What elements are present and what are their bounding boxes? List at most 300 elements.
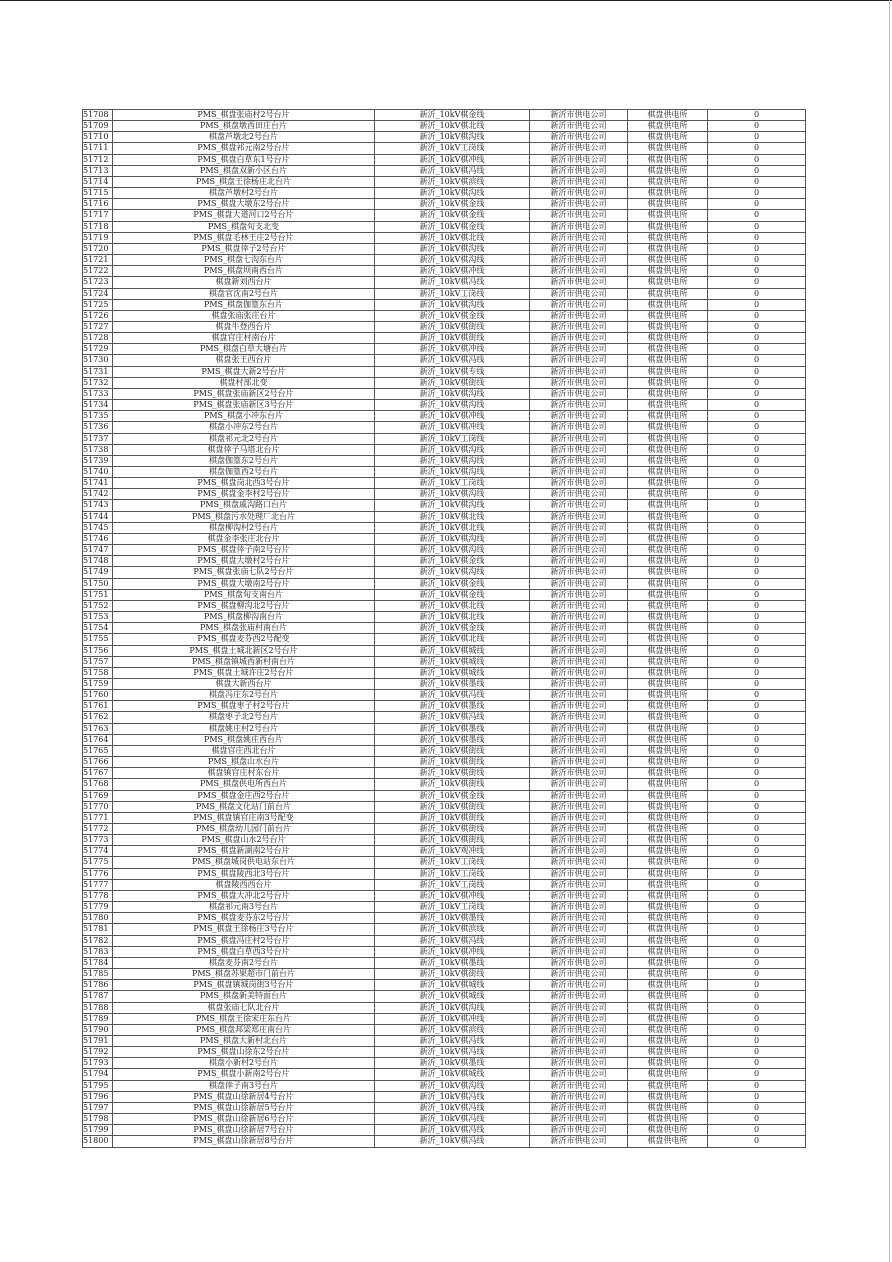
transformer-name-cell: PMS_棋盘山水2号台片 bbox=[113, 835, 375, 846]
company-cell: 新沂市供电公司 bbox=[530, 835, 628, 846]
value-cell: 0 bbox=[708, 243, 806, 254]
value-cell: 0 bbox=[708, 366, 806, 377]
row-number-cell: 51783 bbox=[83, 946, 113, 957]
row-number-cell: 51735 bbox=[83, 411, 113, 422]
feeder-line-cell: 新沂_10kV棋沟线 bbox=[375, 1002, 530, 1013]
station-cell: 棋盘供电所 bbox=[628, 199, 708, 210]
table-row bbox=[83, 511, 806, 522]
table-row bbox=[83, 578, 806, 589]
station-cell: 棋盘供电所 bbox=[628, 266, 708, 277]
value-cell: 0 bbox=[708, 422, 806, 433]
value-cell: 0 bbox=[708, 578, 806, 589]
value-cell: 0 bbox=[708, 344, 806, 355]
company-cell: 新沂市供电公司 bbox=[530, 1102, 628, 1113]
transformer-name-cell: PMS_棋盘戚沟路口台片 bbox=[113, 500, 375, 511]
row-number-cell: 51791 bbox=[83, 1035, 113, 1046]
station-cell: 棋盘供电所 bbox=[628, 701, 708, 712]
table-row bbox=[83, 500, 806, 511]
feeder-line-cell: 新沂_10kV棋冲线 bbox=[375, 344, 530, 355]
station-cell: 棋盘供电所 bbox=[628, 210, 708, 221]
value-cell: 0 bbox=[708, 176, 806, 187]
table-row bbox=[83, 433, 806, 444]
station-cell: 棋盘供电所 bbox=[628, 121, 708, 132]
station-cell: 棋盘供电所 bbox=[628, 1080, 708, 1091]
station-cell: 棋盘供电所 bbox=[628, 232, 708, 243]
station-cell: 棋盘供电所 bbox=[628, 444, 708, 455]
station-cell: 棋盘供电所 bbox=[628, 567, 708, 578]
station-cell: 棋盘供电所 bbox=[628, 165, 708, 176]
company-cell: 新沂市供电公司 bbox=[530, 556, 628, 567]
feeder-line-cell: 新沂_10kV棋金线 bbox=[375, 221, 530, 232]
transformer-name-cell: PMS_棋盘张庙村2号台片 bbox=[113, 110, 375, 121]
value-cell: 0 bbox=[708, 701, 806, 712]
station-cell: 棋盘供电所 bbox=[628, 902, 708, 913]
transformer-name-cell: PMS_棋盘王徐宋庄东台片 bbox=[113, 1013, 375, 1024]
row-number-cell: 51743 bbox=[83, 500, 113, 511]
value-cell: 0 bbox=[708, 232, 806, 243]
transformer-name-cell: PMS_棋盘旬支南台片 bbox=[113, 589, 375, 600]
transformer-name-cell: 棋盘倖子马塔北台片 bbox=[113, 444, 375, 455]
table-row bbox=[83, 1091, 806, 1102]
value-cell: 0 bbox=[708, 310, 806, 321]
company-cell: 新沂市供电公司 bbox=[530, 400, 628, 411]
transformer-name-cell: 棋盘官庄村南台片 bbox=[113, 333, 375, 344]
value-cell: 0 bbox=[708, 612, 806, 623]
company-cell: 新沂市供电公司 bbox=[530, 946, 628, 957]
row-number-cell: 51775 bbox=[83, 857, 113, 868]
value-cell: 0 bbox=[708, 768, 806, 779]
company-cell: 新沂市供电公司 bbox=[530, 1114, 628, 1125]
table-row bbox=[83, 980, 806, 991]
value-cell: 0 bbox=[708, 824, 806, 835]
station-cell: 棋盘供电所 bbox=[628, 734, 708, 745]
row-number-cell: 51750 bbox=[83, 578, 113, 589]
feeder-line-cell: 新沂_10kV棋街线 bbox=[375, 768, 530, 779]
value-cell: 0 bbox=[708, 913, 806, 924]
station-cell: 棋盘供电所 bbox=[628, 388, 708, 399]
transformer-name-cell: PMS_棋盘供电所西台片 bbox=[113, 779, 375, 790]
value-cell: 0 bbox=[708, 846, 806, 857]
row-number-cell: 51731 bbox=[83, 366, 113, 377]
feeder-line-cell: 新沂_10kV棋金线 bbox=[375, 556, 530, 567]
feeder-line-cell: 新沂_10kV棋冯线 bbox=[375, 1047, 530, 1058]
table-row bbox=[83, 745, 806, 756]
row-number-cell: 51754 bbox=[83, 623, 113, 634]
feeder-line-cell: 新沂_10kV工岗线 bbox=[375, 868, 530, 879]
value-cell: 0 bbox=[708, 1102, 806, 1113]
company-cell: 新沂市供电公司 bbox=[530, 589, 628, 600]
table-row bbox=[83, 790, 806, 801]
station-cell: 棋盘供电所 bbox=[628, 344, 708, 355]
station-cell: 棋盘供电所 bbox=[628, 712, 708, 723]
row-number-cell: 51711 bbox=[83, 143, 113, 154]
feeder-line-cell: 新沂_10kV观冲线 bbox=[375, 846, 530, 857]
station-cell: 棋盘供电所 bbox=[628, 779, 708, 790]
company-cell: 新沂市供电公司 bbox=[530, 913, 628, 924]
row-number-cell: 51798 bbox=[83, 1114, 113, 1125]
transformer-name-cell: PMS_棋盘白草西3号台片 bbox=[113, 946, 375, 957]
row-number-cell: 51734 bbox=[83, 400, 113, 411]
feeder-line-cell: 新沂_10kV棋金线 bbox=[375, 210, 530, 221]
transformer-name-cell: PMS_棋盘新湖南2号台片 bbox=[113, 846, 375, 857]
transformer-name-cell: PMS_棋盘倖子2号台片 bbox=[113, 243, 375, 254]
value-cell: 0 bbox=[708, 388, 806, 399]
station-cell: 棋盘供电所 bbox=[628, 556, 708, 567]
transformer-name-cell: 棋盘大新西台片 bbox=[113, 678, 375, 689]
feeder-line-cell: 新沂_10kV棋城线 bbox=[375, 645, 530, 656]
station-cell: 棋盘供电所 bbox=[628, 366, 708, 377]
company-cell: 新沂市供电公司 bbox=[530, 176, 628, 187]
transformer-name-cell: 棋盘小新村2号台片 bbox=[113, 1058, 375, 1069]
feeder-line-cell: 新沂_10kV棋墨线 bbox=[375, 734, 530, 745]
station-cell: 棋盘供电所 bbox=[628, 623, 708, 634]
company-cell: 新沂市供电公司 bbox=[530, 924, 628, 935]
transformer-name-cell: PMS_棋盘山徐东2号台片 bbox=[113, 1047, 375, 1058]
value-cell: 0 bbox=[708, 890, 806, 901]
station-cell: 棋盘供电所 bbox=[628, 1035, 708, 1046]
transformer-name-cell: 棋盘官庄西北台片 bbox=[113, 745, 375, 756]
feeder-line-cell: 新沂_10kV棋街线 bbox=[375, 835, 530, 846]
table-row bbox=[83, 288, 806, 299]
row-number-cell: 51724 bbox=[83, 288, 113, 299]
table-body bbox=[83, 110, 806, 1148]
transformer-name-cell: PMS_棋盘姚庄西台片 bbox=[113, 734, 375, 745]
feeder-line-cell: 新沂_10kV棋沟线 bbox=[375, 467, 530, 478]
feeder-line-cell: 新沂_10kV棋北线 bbox=[375, 232, 530, 243]
value-cell: 0 bbox=[708, 355, 806, 366]
table-row bbox=[83, 132, 806, 143]
company-cell: 新沂市供电公司 bbox=[530, 991, 628, 1002]
station-cell: 棋盘供电所 bbox=[628, 511, 708, 522]
feeder-line-cell: 新沂_10kV棋街线 bbox=[375, 333, 530, 344]
table-row bbox=[83, 299, 806, 310]
station-cell: 棋盘供电所 bbox=[628, 255, 708, 266]
company-cell: 新沂市供电公司 bbox=[530, 511, 628, 522]
station-cell: 棋盘供电所 bbox=[628, 857, 708, 868]
table-row bbox=[83, 946, 806, 957]
station-cell: 棋盘供电所 bbox=[628, 935, 708, 946]
table-row bbox=[83, 1024, 806, 1035]
station-cell: 棋盘供电所 bbox=[628, 1125, 708, 1136]
transformer-name-cell: PMS_棋盘陵西北3号台片 bbox=[113, 868, 375, 879]
transformer-name-cell: PMS_棋盘土城北新区2号台片 bbox=[113, 645, 375, 656]
value-cell: 0 bbox=[708, 400, 806, 411]
value-cell: 0 bbox=[708, 980, 806, 991]
table-row bbox=[83, 1102, 806, 1113]
transformer-name-cell: PMS_棋盘大墩南2号台片 bbox=[113, 578, 375, 589]
company-cell: 新沂市供电公司 bbox=[530, 902, 628, 913]
value-cell: 0 bbox=[708, 210, 806, 221]
feeder-line-cell: 新沂_10kV棋冯线 bbox=[375, 935, 530, 946]
transformer-name-cell: PMS_棋盘大冲北2号台片 bbox=[113, 890, 375, 901]
feeder-line-cell: 新沂_10kV棋墨线 bbox=[375, 913, 530, 924]
value-cell: 0 bbox=[708, 779, 806, 790]
transformer-name-cell: PMS_棋盘毛林王庄2号台片 bbox=[113, 232, 375, 243]
row-number-cell: 51732 bbox=[83, 377, 113, 388]
company-cell: 新沂市供电公司 bbox=[530, 969, 628, 980]
table-row bbox=[83, 556, 806, 567]
company-cell: 新沂市供电公司 bbox=[530, 812, 628, 823]
row-number-cell: 51764 bbox=[83, 734, 113, 745]
transformer-name-cell: PMS_棋盘小新南2号台片 bbox=[113, 1069, 375, 1080]
row-number-cell: 51729 bbox=[83, 344, 113, 355]
transformer-name-cell: PMS_棋盘祁元南2号台片 bbox=[113, 143, 375, 154]
row-number-cell: 51747 bbox=[83, 545, 113, 556]
table-row bbox=[83, 154, 806, 165]
company-cell: 新沂市供电公司 bbox=[530, 188, 628, 199]
transformer-name-cell: 棋盘祁元南3号台片 bbox=[113, 902, 375, 913]
value-cell: 0 bbox=[708, 188, 806, 199]
transformer-name-cell: PMS_棋盘岗北西3号台片 bbox=[113, 478, 375, 489]
company-cell: 新沂市供电公司 bbox=[530, 600, 628, 611]
company-cell: 新沂市供电公司 bbox=[530, 1069, 628, 1080]
row-number-cell: 51755 bbox=[83, 634, 113, 645]
table-row bbox=[83, 612, 806, 623]
station-cell: 棋盘供电所 bbox=[628, 110, 708, 121]
table-row bbox=[83, 667, 806, 678]
table-row bbox=[83, 589, 806, 600]
table-row bbox=[83, 879, 806, 890]
station-cell: 棋盘供电所 bbox=[628, 667, 708, 678]
company-cell: 新沂市供电公司 bbox=[530, 656, 628, 667]
value-cell: 0 bbox=[708, 522, 806, 533]
company-cell: 新沂市供电公司 bbox=[530, 935, 628, 946]
company-cell: 新沂市供电公司 bbox=[530, 154, 628, 165]
row-number-cell: 51761 bbox=[83, 701, 113, 712]
table-row bbox=[83, 1058, 806, 1069]
company-cell: 新沂市供电公司 bbox=[530, 957, 628, 968]
table-row bbox=[83, 388, 806, 399]
company-cell: 新沂市供电公司 bbox=[530, 243, 628, 254]
table-row bbox=[83, 935, 806, 946]
feeder-line-cell: 新沂_10kV棋专线 bbox=[375, 366, 530, 377]
table-row bbox=[83, 243, 806, 254]
feeder-line-cell: 新沂_10kV棋沟线 bbox=[375, 243, 530, 254]
transformer-name-cell: PMS_棋盘王徐杨庄3号台片 bbox=[113, 924, 375, 935]
station-cell: 棋盘供电所 bbox=[628, 1058, 708, 1069]
feeder-line-cell: 新沂_10kV工岗线 bbox=[375, 288, 530, 299]
value-cell: 0 bbox=[708, 678, 806, 689]
company-cell: 新沂市供电公司 bbox=[530, 712, 628, 723]
value-cell: 0 bbox=[708, 321, 806, 332]
table-row bbox=[83, 801, 806, 812]
feeder-line-cell: 新沂_10kV棋沟线 bbox=[375, 299, 530, 310]
station-cell: 棋盘供电所 bbox=[628, 589, 708, 600]
company-cell: 新沂市供电公司 bbox=[530, 678, 628, 689]
value-cell: 0 bbox=[708, 835, 806, 846]
transformer-name-cell: PMS_棋盘枣子村2号台片 bbox=[113, 701, 375, 712]
company-cell: 新沂市供电公司 bbox=[530, 288, 628, 299]
station-cell: 棋盘供电所 bbox=[628, 946, 708, 957]
row-number-cell: 51708 bbox=[83, 110, 113, 121]
transformer-name-cell: PMS_棋盘污水处理厂北台片 bbox=[113, 511, 375, 522]
feeder-line-cell: 新沂_10kV棋街线 bbox=[375, 745, 530, 756]
transformer-name-cell: PMS_棋盘文化站门前台片 bbox=[113, 801, 375, 812]
feeder-line-cell: 新沂_10kV棋沟线 bbox=[375, 1080, 530, 1091]
company-cell: 新沂市供电公司 bbox=[530, 667, 628, 678]
station-cell: 棋盘供电所 bbox=[628, 969, 708, 980]
company-cell: 新沂市供电公司 bbox=[530, 121, 628, 132]
table-row bbox=[83, 678, 806, 689]
transformer-name-cell: PMS_棋盘镇城西新村南台片 bbox=[113, 656, 375, 667]
value-cell: 0 bbox=[708, 444, 806, 455]
feeder-line-cell: 新沂_10kV工岗线 bbox=[375, 143, 530, 154]
transformer-name-cell: 棋盘张庙七队北台片 bbox=[113, 1002, 375, 1013]
table-row bbox=[83, 991, 806, 1002]
value-cell: 0 bbox=[708, 656, 806, 667]
company-cell: 新沂市供电公司 bbox=[530, 801, 628, 812]
transformer-name-cell: PMS_棋盘张庙七队2号台片 bbox=[113, 567, 375, 578]
value-cell: 0 bbox=[708, 277, 806, 288]
table-row bbox=[83, 623, 806, 634]
value-cell: 0 bbox=[708, 199, 806, 210]
company-cell: 新沂市供电公司 bbox=[530, 980, 628, 991]
row-number-cell: 51712 bbox=[83, 154, 113, 165]
table-row bbox=[83, 768, 806, 779]
transformer-name-cell: PMS_棋盘王徐杨庄北台片 bbox=[113, 176, 375, 187]
feeder-line-cell: 新沂_10kV棋冯线 bbox=[375, 1136, 530, 1147]
table-row bbox=[83, 812, 806, 823]
row-number-cell: 51739 bbox=[83, 455, 113, 466]
station-cell: 棋盘供电所 bbox=[628, 422, 708, 433]
station-cell: 棋盘供电所 bbox=[628, 411, 708, 422]
company-cell: 新沂市供电公司 bbox=[530, 467, 628, 478]
feeder-line-cell: 新沂_10kV棋北线 bbox=[375, 634, 530, 645]
transformer-name-cell: PMS_棋盘墩西田庄台片 bbox=[113, 121, 375, 132]
station-cell: 棋盘供电所 bbox=[628, 355, 708, 366]
transformer-name-cell: PMS_棋盘双新小区台片 bbox=[113, 165, 375, 176]
row-number-cell: 51778 bbox=[83, 890, 113, 901]
feeder-line-cell: 新沂_10kV棋冯线 bbox=[375, 165, 530, 176]
table-row bbox=[83, 567, 806, 578]
row-number-cell: 51714 bbox=[83, 176, 113, 187]
value-cell: 0 bbox=[708, 969, 806, 980]
transformer-name-cell: 棋盘伽篁东2号台片 bbox=[113, 455, 375, 466]
row-number-cell: 51709 bbox=[83, 121, 113, 132]
row-number-cell: 51759 bbox=[83, 678, 113, 689]
feeder-line-cell: 新沂_10kV棋北线 bbox=[375, 600, 530, 611]
station-cell: 棋盘供电所 bbox=[628, 801, 708, 812]
table-row bbox=[83, 533, 806, 544]
feeder-line-cell: 新沂_10kV棋金线 bbox=[375, 110, 530, 121]
table-row bbox=[83, 277, 806, 288]
feeder-line-cell: 新沂_10kV棋街线 bbox=[375, 812, 530, 823]
transformer-name-cell: PMS_棋盘镇官庄南3号配变 bbox=[113, 812, 375, 823]
company-cell: 新沂市供电公司 bbox=[530, 1058, 628, 1069]
row-number-cell: 51717 bbox=[83, 210, 113, 221]
value-cell: 0 bbox=[708, 600, 806, 611]
table-row bbox=[83, 969, 806, 980]
value-cell: 0 bbox=[708, 1125, 806, 1136]
row-number-cell: 51722 bbox=[83, 266, 113, 277]
feeder-line-cell: 新沂_10kV棋金线 bbox=[375, 790, 530, 801]
station-cell: 棋盘供电所 bbox=[628, 243, 708, 254]
table-row bbox=[83, 600, 806, 611]
feeder-line-cell: 新沂_10kV棋沟线 bbox=[375, 255, 530, 266]
transformer-name-cell: PMS_棋盘山徐新居5号台片 bbox=[113, 1102, 375, 1113]
row-number-cell: 51749 bbox=[83, 567, 113, 578]
row-number-cell: 51762 bbox=[83, 712, 113, 723]
company-cell: 新沂市供电公司 bbox=[530, 1091, 628, 1102]
row-number-cell: 51751 bbox=[83, 589, 113, 600]
transformer-name-cell: PMS_棋盘大新村北台片 bbox=[113, 1035, 375, 1046]
row-number-cell: 51779 bbox=[83, 902, 113, 913]
company-cell: 新沂市供电公司 bbox=[530, 623, 628, 634]
company-cell: 新沂市供电公司 bbox=[530, 377, 628, 388]
feeder-line-cell: 新沂_10kV工岗线 bbox=[375, 857, 530, 868]
station-cell: 棋盘供电所 bbox=[628, 980, 708, 991]
table-row bbox=[83, 1080, 806, 1091]
feeder-line-cell: 新沂_10kV棋沟线 bbox=[375, 444, 530, 455]
company-cell: 新沂市供电公司 bbox=[530, 433, 628, 444]
station-cell: 棋盘供电所 bbox=[628, 277, 708, 288]
feeder-line-cell: 新沂_10kV棋墨线 bbox=[375, 1058, 530, 1069]
table-row bbox=[83, 924, 806, 935]
station-cell: 棋盘供电所 bbox=[628, 188, 708, 199]
value-cell: 0 bbox=[708, 154, 806, 165]
transformer-name-cell: PMS_棋盘幼儿园门前台片 bbox=[113, 824, 375, 835]
company-cell: 新沂市供电公司 bbox=[530, 232, 628, 243]
row-number-cell: 51740 bbox=[83, 467, 113, 478]
station-cell: 棋盘供电所 bbox=[628, 1091, 708, 1102]
feeder-line-cell: 新沂_10kV棋冯线 bbox=[375, 1125, 530, 1136]
row-number-cell: 51777 bbox=[83, 879, 113, 890]
row-number-cell: 51753 bbox=[83, 612, 113, 623]
transformer-name-cell: PMS_棋盘镇城岗街3号台片 bbox=[113, 980, 375, 991]
value-cell: 0 bbox=[708, 567, 806, 578]
transformer-name-cell: 棋盘芦墩村2号台片 bbox=[113, 188, 375, 199]
table-row bbox=[83, 712, 806, 723]
row-number-cell: 51786 bbox=[83, 980, 113, 991]
table-row bbox=[83, 489, 806, 500]
table-row bbox=[83, 824, 806, 835]
feeder-line-cell: 新沂_10kV棋城线 bbox=[375, 667, 530, 678]
station-cell: 棋盘供电所 bbox=[628, 1114, 708, 1125]
feeder-line-cell: 新沂_10kV棋冯线 bbox=[375, 1091, 530, 1102]
value-cell: 0 bbox=[708, 667, 806, 678]
transformer-name-cell: 棋盘村部北变 bbox=[113, 377, 375, 388]
row-number-cell: 51744 bbox=[83, 511, 113, 522]
value-cell: 0 bbox=[708, 165, 806, 176]
company-cell: 新沂市供电公司 bbox=[530, 745, 628, 756]
company-cell: 新沂市供电公司 bbox=[530, 143, 628, 154]
row-number-cell: 51733 bbox=[83, 388, 113, 399]
row-number-cell: 51757 bbox=[83, 656, 113, 667]
value-cell: 0 bbox=[708, 556, 806, 567]
feeder-line-cell: 新沂_10kV棋沟线 bbox=[375, 400, 530, 411]
transformer-name-cell: 棋盘姚庄村2号台片 bbox=[113, 723, 375, 734]
company-cell: 新沂市供电公司 bbox=[530, 1047, 628, 1058]
station-cell: 棋盘供电所 bbox=[628, 467, 708, 478]
table-row bbox=[83, 411, 806, 422]
feeder-line-cell: 新沂_10kV棋沟线 bbox=[375, 188, 530, 199]
page-right-edge bbox=[889, 0, 890, 1262]
company-cell: 新沂市供电公司 bbox=[530, 333, 628, 344]
row-number-cell: 51767 bbox=[83, 768, 113, 779]
value-cell: 0 bbox=[708, 634, 806, 645]
table-row bbox=[83, 455, 806, 466]
value-cell: 0 bbox=[708, 121, 806, 132]
row-number-cell: 51800 bbox=[83, 1136, 113, 1147]
value-cell: 0 bbox=[708, 1002, 806, 1013]
value-cell: 0 bbox=[708, 868, 806, 879]
feeder-line-cell: 新沂_10kV棋冯线 bbox=[375, 277, 530, 288]
row-number-cell: 51784 bbox=[83, 957, 113, 968]
page-top-border bbox=[0, 0, 892, 1]
transformer-name-cell: PMS_棋盘大道河口2号台片 bbox=[113, 210, 375, 221]
company-cell: 新沂市供电公司 bbox=[530, 366, 628, 377]
row-number-cell: 51797 bbox=[83, 1102, 113, 1113]
